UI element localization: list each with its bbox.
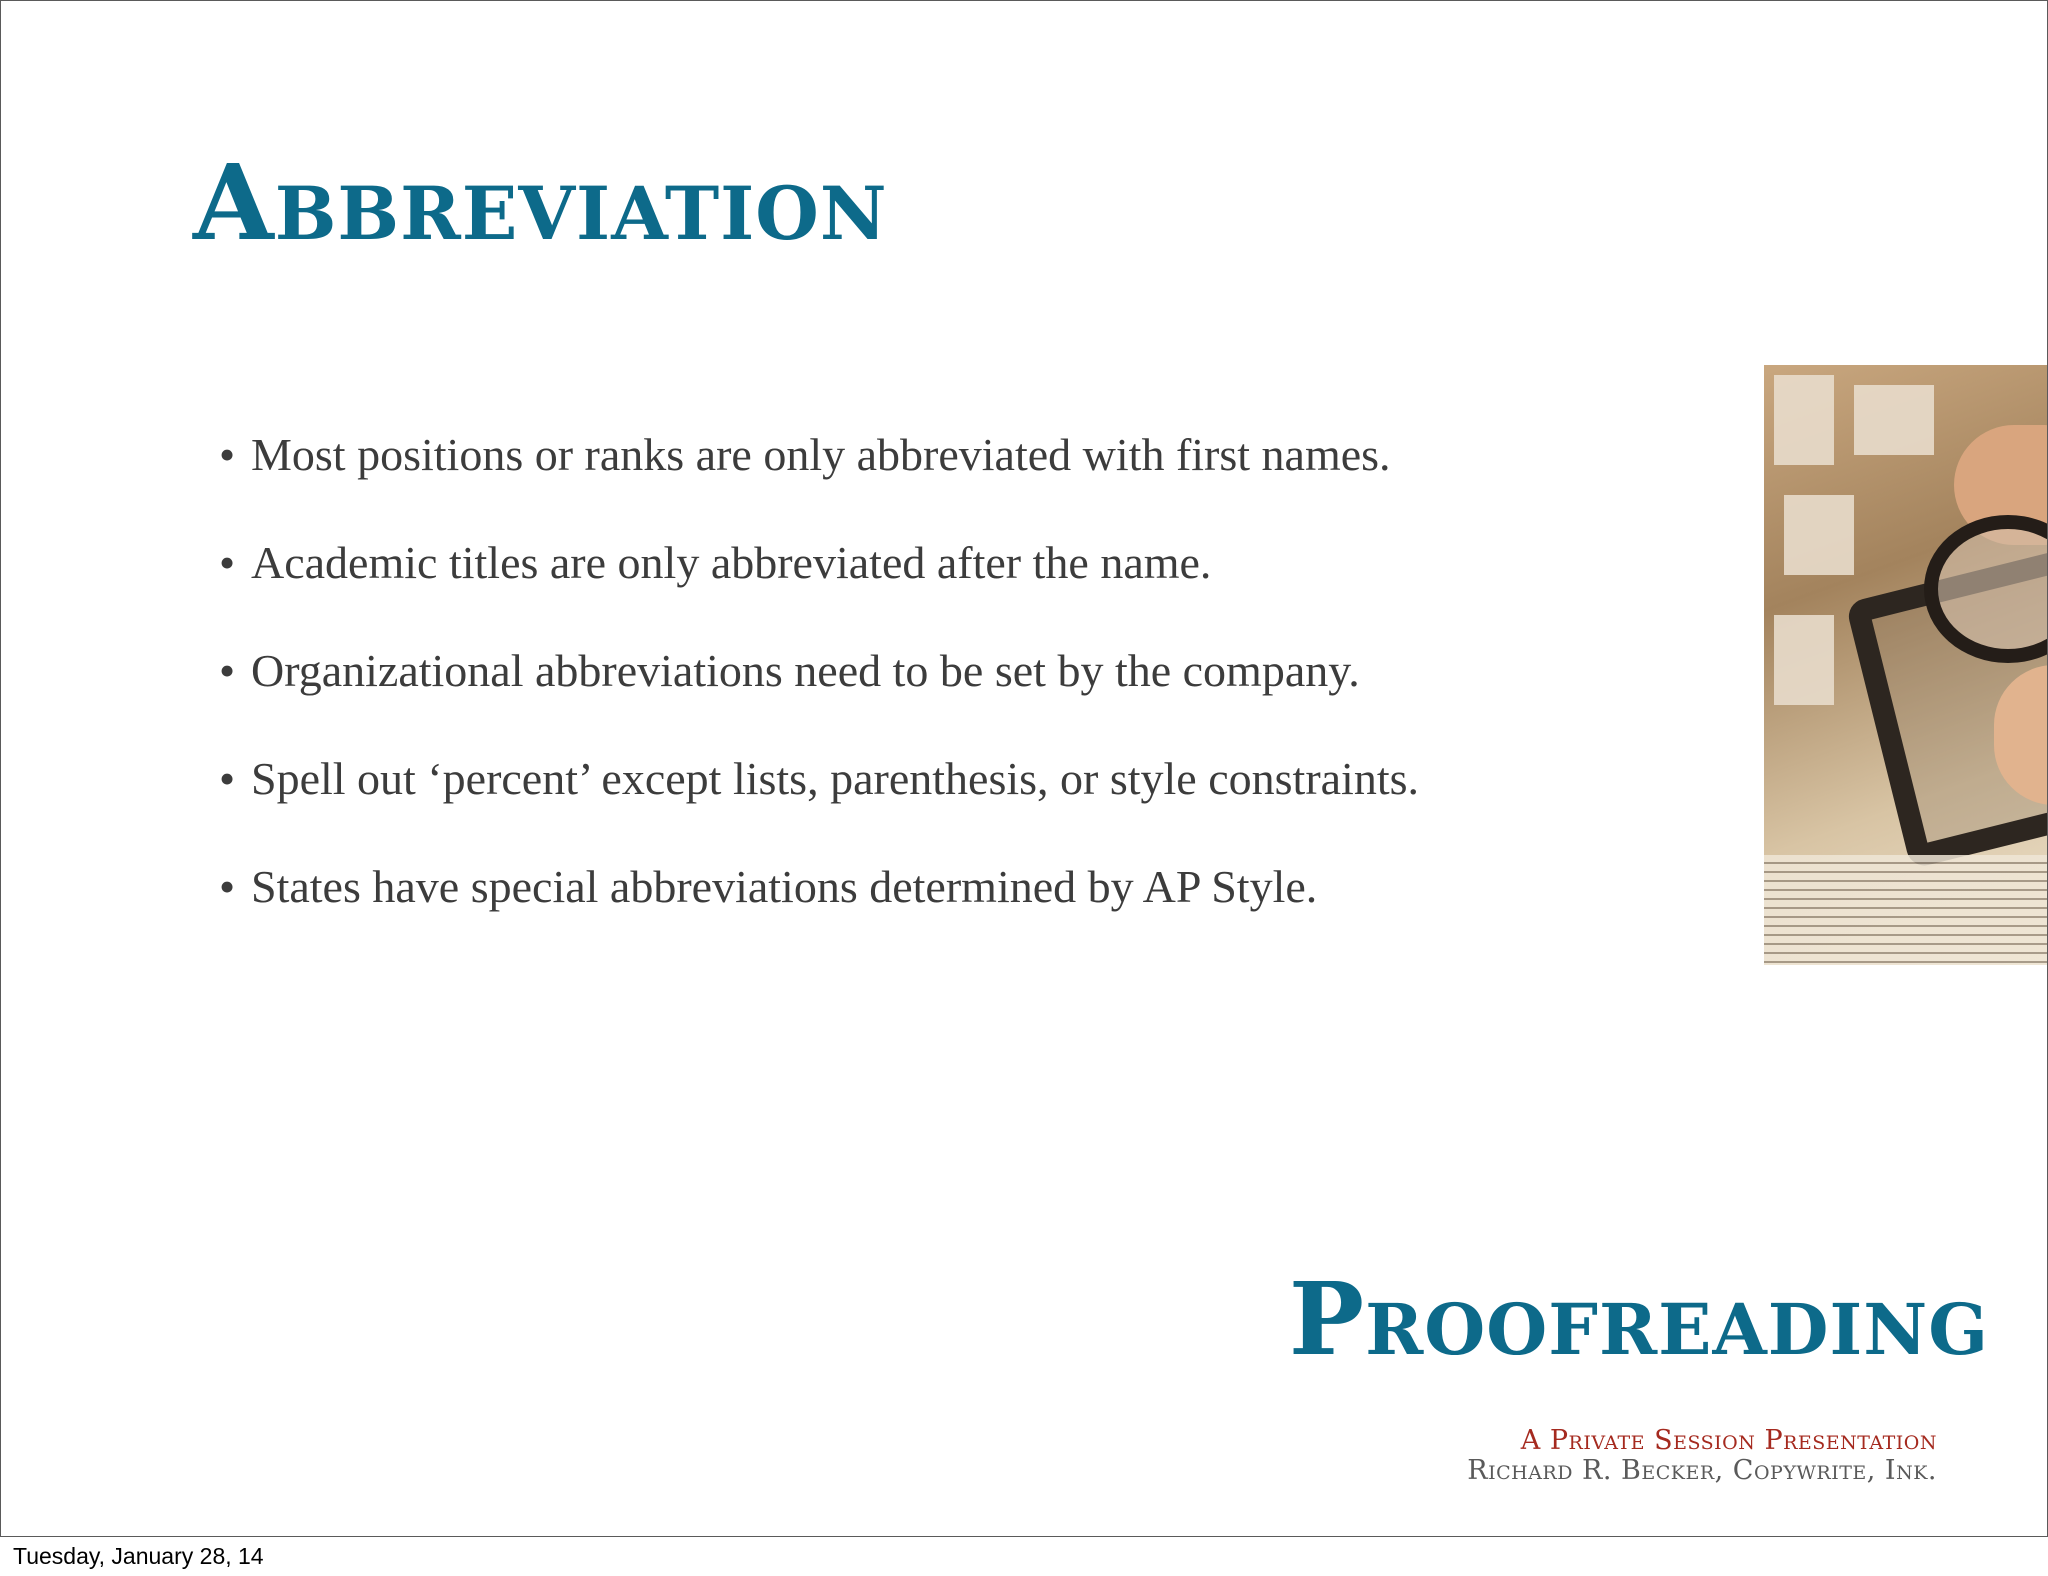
tagline — [1467, 1426, 1937, 1486]
bullet-dot: • — [219, 645, 236, 696]
photo-letter-block — [1774, 375, 1834, 465]
bullet-text: Spell out ‘percent’ except lists, parenthesis, or style constraints. — [251, 753, 1420, 804]
bullet-dot: • — [219, 861, 236, 912]
footer-date: Tuesday, January 28, 14 — [13, 1543, 264, 1569]
bullet-item — [219, 617, 1419, 725]
bullet-item — [219, 833, 1419, 941]
bullet-list — [219, 401, 1419, 941]
bullet-dot: • — [219, 429, 236, 480]
bullet-text: Organizational abbreviations need to be set by the company. — [251, 645, 1360, 696]
brand-title: Proofreading — [1288, 1260, 1989, 1378]
photo-letter-block — [1854, 385, 1934, 455]
bullet-text: States have special abbreviations determined by AP Style. — [251, 861, 1318, 912]
magnifying-loupe-photo — [1764, 365, 2048, 965]
bullet-text: Academic titles are only abbreviated after the name. — [251, 537, 1212, 588]
bullet-item — [219, 509, 1419, 617]
photo-letter-block — [1774, 615, 1834, 705]
bullet-item — [219, 401, 1419, 509]
bullet-dot: • — [219, 537, 236, 588]
photo-newsprint — [1764, 855, 2048, 965]
bullet-text: Most positions or ranks are only abbreviated with first names. — [251, 429, 1391, 480]
slide-title: Abbreviation — [193, 141, 888, 264]
tagline-author: Richard R. Becker, Copywrite, Ink. — [1467, 1455, 1937, 1486]
tagline-presentation: A Private Session Presentation — [1520, 1425, 1937, 1456]
photo-letter-block — [1784, 495, 1854, 575]
bullet-item — [219, 725, 1419, 833]
bullet-dot: • — [219, 753, 236, 804]
